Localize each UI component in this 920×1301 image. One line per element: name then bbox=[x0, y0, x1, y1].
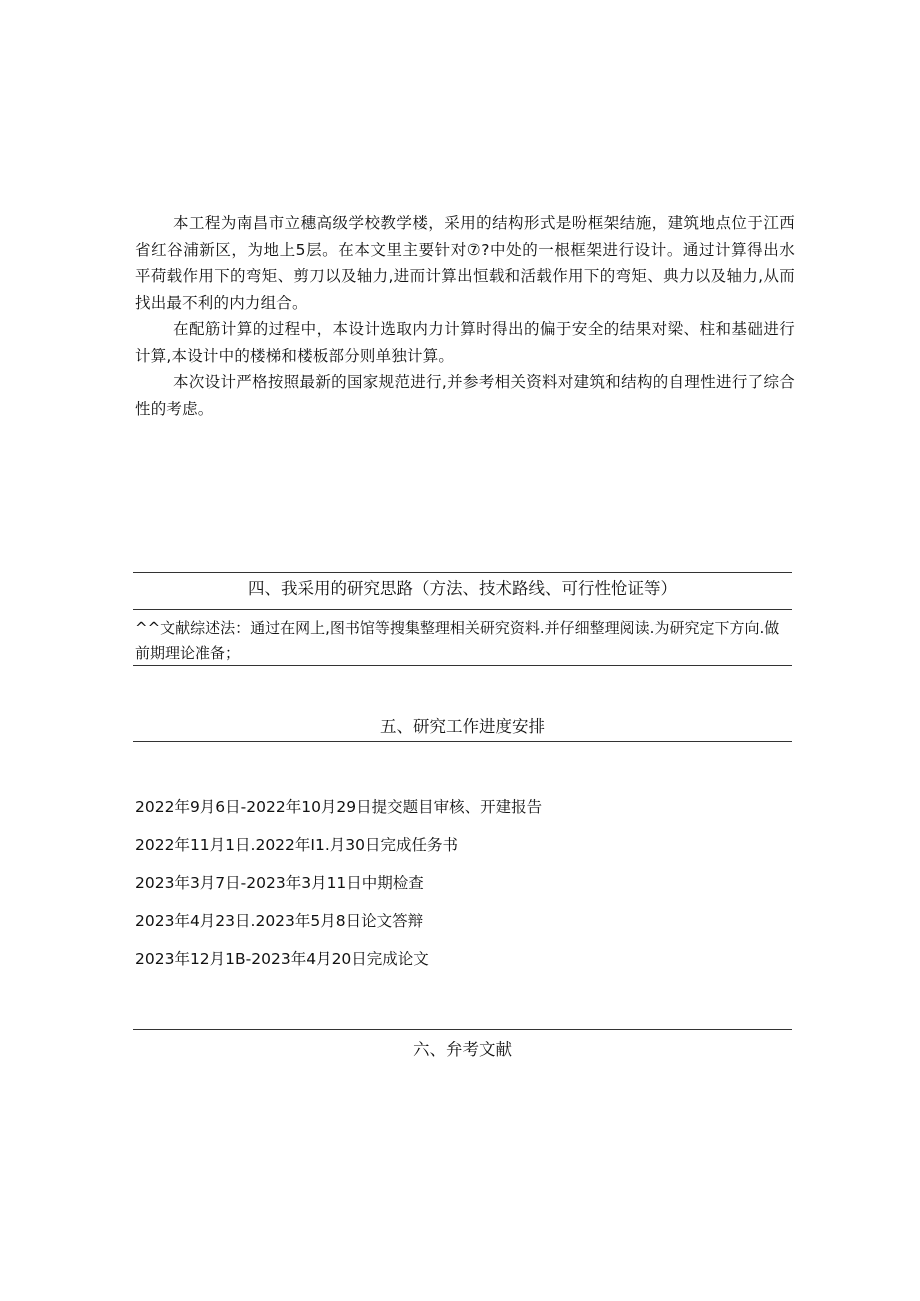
schedule-item: 2022年11月1日.2022年I1.月30日完成任务书 bbox=[135, 836, 458, 854]
schedule-item: 2023年4月23日.2023年5月8日论文答辩 bbox=[135, 912, 424, 930]
intro-paragraph: 在配筋计算的过程中，本设计选取内力计算时得出的偏于安全的结果对梁、柱和基础进行计算,本设计中的楼梯和楼板部分则单独计算。 bbox=[135, 320, 795, 365]
schedule-item: 2022年9月6日-2022年10月29日提交题目审核、开建报告 bbox=[135, 798, 543, 816]
section-4-top-rule bbox=[133, 572, 792, 573]
section-4-heading-rule bbox=[133, 609, 792, 610]
section-6-top-rule bbox=[133, 1029, 792, 1030]
intro-paragraph: 本工程为南昌市立穗高级学校教学楼，采用的结构形式是吩框架结施，建筑地点位于江西省红谷浦新区，为地上5层。在本文里主要针对⑦?中处的一根框架进行设计。通过计算得出水平荷载作用下的弯矩、剪刀以及轴力,进而计算出恒载和活载作用下的弯矩、典力以及轴力,从而找出最不利的内力组合。 bbox=[135, 214, 795, 312]
section-4-heading: 四、我采用的研究思路（方法、技术路线、可行性怆证等） bbox=[248, 579, 677, 598]
schedule-item: 2023年12月1B-2023年4月20日完成论文 bbox=[135, 950, 429, 968]
section-4-bottom-rule bbox=[133, 665, 792, 666]
intro-paragraph: 本次设计严格按照最新的国家规范进行,并参考相关资料对建筑和结构的自理性进行了综合性的考虑。 bbox=[135, 373, 795, 418]
schedule-list bbox=[135, 796, 793, 986]
section-5-heading-rule bbox=[133, 741, 792, 742]
abstract-text bbox=[135, 210, 795, 422]
section-4-content: ^^文献综述法：通过在网上,图书馆等搜集整理相关研究资料.并仔细整理阅读.为研究定下方向.做前期理论准备； bbox=[135, 619, 780, 662]
schedule-item: 2023年3月7日-2023年3月11日中期检查 bbox=[135, 874, 424, 892]
section-5-heading: 五、研究工作进度安排 bbox=[380, 717, 545, 736]
section-6-heading: 六、弁考文献 bbox=[413, 1040, 512, 1059]
